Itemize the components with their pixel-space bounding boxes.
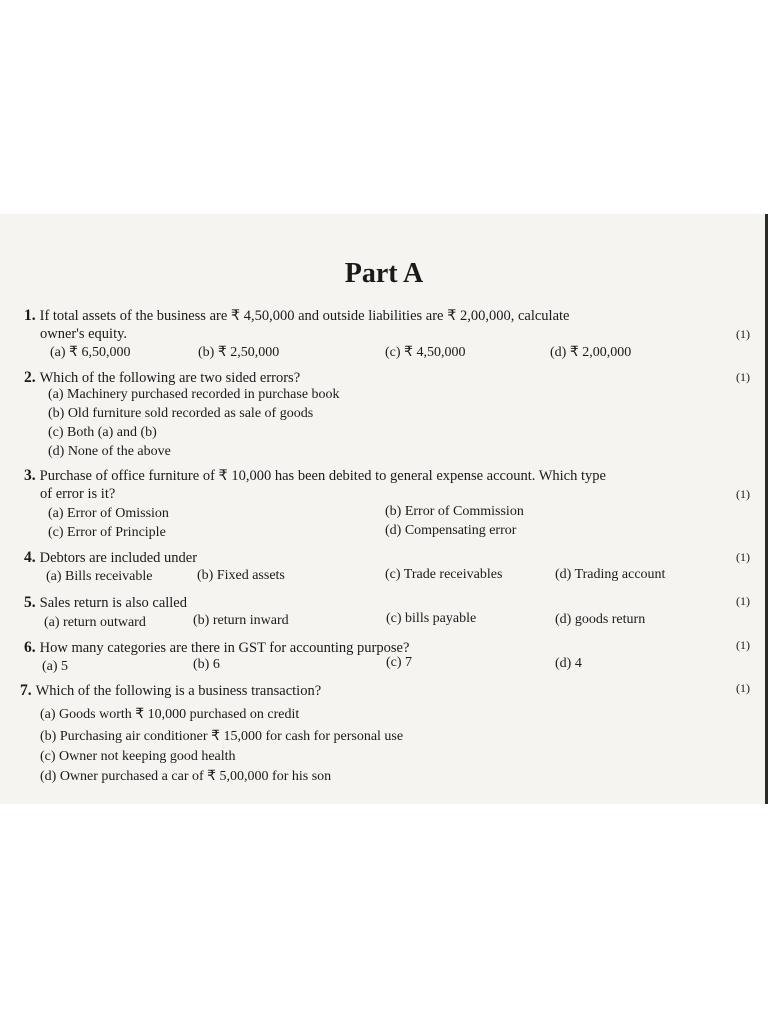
option-c: (c) 7 xyxy=(386,655,413,670)
option-a: (a) ₹ 6,50,000 xyxy=(50,345,131,360)
question-number: 5. xyxy=(24,594,36,611)
option-d: (d) goods return xyxy=(555,612,646,627)
question-text: How many categories are there in GST for accounting purpose? xyxy=(39,640,410,656)
option-b: (b) Error of Commission xyxy=(385,504,524,519)
marks: (1) xyxy=(736,327,750,341)
option-d: (d) Compensating error xyxy=(385,523,517,538)
question-number: 4. xyxy=(24,549,36,566)
question-1 xyxy=(24,306,756,326)
marks: (1) xyxy=(736,638,750,652)
option-d: (d) ₹ 2,00,000 xyxy=(550,345,632,360)
scanned-page xyxy=(0,214,768,804)
question-text: If total assets of the business are ₹ 4,50,000 and outside liabilities are ₹ 2,00,000, calculate xyxy=(39,308,570,324)
question-text: Sales return is also called xyxy=(39,595,187,611)
marks: (1) xyxy=(736,487,750,501)
option-d: (d) None of the above xyxy=(48,444,171,459)
option-a: (a) Machinery purchased recorded in purchase book xyxy=(48,387,340,402)
option-b: (b) return inward xyxy=(193,613,289,628)
question-number: 7. xyxy=(20,682,32,699)
page-title: Part A xyxy=(344,258,424,289)
marks: (1) xyxy=(736,550,750,564)
question-text: Which of the following are two sided errors? xyxy=(39,370,301,386)
question-text: Debtors are included under xyxy=(39,550,198,566)
question-text: Purchase of office furniture of ₹ 10,000 has been debited to general expense account. Which type xyxy=(39,468,606,484)
marks: (1) xyxy=(736,594,750,608)
option-c: (c) Error of Principle xyxy=(48,525,166,540)
option-b: (b) Fixed assets xyxy=(197,568,285,583)
question-5 xyxy=(24,593,756,613)
option-c: (c) ₹ 4,50,000 xyxy=(385,345,466,360)
option-b: (b) ₹ 2,50,000 xyxy=(198,345,280,360)
option-c: (c) Trade receivables xyxy=(385,567,503,582)
option-b: (b) Old furniture sold recorded as sale of goods xyxy=(48,406,314,421)
option-b: (b) 6 xyxy=(193,657,220,672)
option-a: (a) Goods worth ₹ 10,000 purchased on credit xyxy=(40,707,300,722)
question-2 xyxy=(24,368,756,388)
option-d: (d) Owner purchased a car of ₹ 5,00,000 for his son xyxy=(40,769,332,784)
question-number: 3. xyxy=(24,467,36,484)
question-number: 1. xyxy=(24,307,36,324)
question-7 xyxy=(20,681,756,701)
question-text: of error is it? xyxy=(40,486,116,502)
option-c: (c) Both (a) and (b) xyxy=(48,425,157,440)
question-number: 6. xyxy=(24,639,36,656)
question-4 xyxy=(24,548,756,568)
question-3 xyxy=(24,466,756,486)
option-c: (c) Owner not keeping good health xyxy=(40,749,236,764)
option-a: (a) Error of Omission xyxy=(48,506,169,521)
question-text: owner's equity. xyxy=(40,326,128,342)
question-1-line2 xyxy=(24,325,756,344)
question-3-line2 xyxy=(24,485,756,504)
option-a: (a) Bills receivable xyxy=(46,569,153,584)
option-c: (c) bills payable xyxy=(386,611,477,626)
question-number: 2. xyxy=(24,369,36,386)
option-a: (a) return outward xyxy=(44,615,146,630)
option-d: (d) 4 xyxy=(555,656,582,671)
question-text: Which of the following is a business transaction? xyxy=(35,683,322,699)
option-d: (d) Trading account xyxy=(555,567,666,582)
marks: (1) xyxy=(736,681,750,695)
marks: (1) xyxy=(736,370,750,384)
option-a: (a) 5 xyxy=(42,659,69,674)
option-b: (b) Purchasing air conditioner ₹ 15,000 for cash for personal use xyxy=(40,729,404,744)
